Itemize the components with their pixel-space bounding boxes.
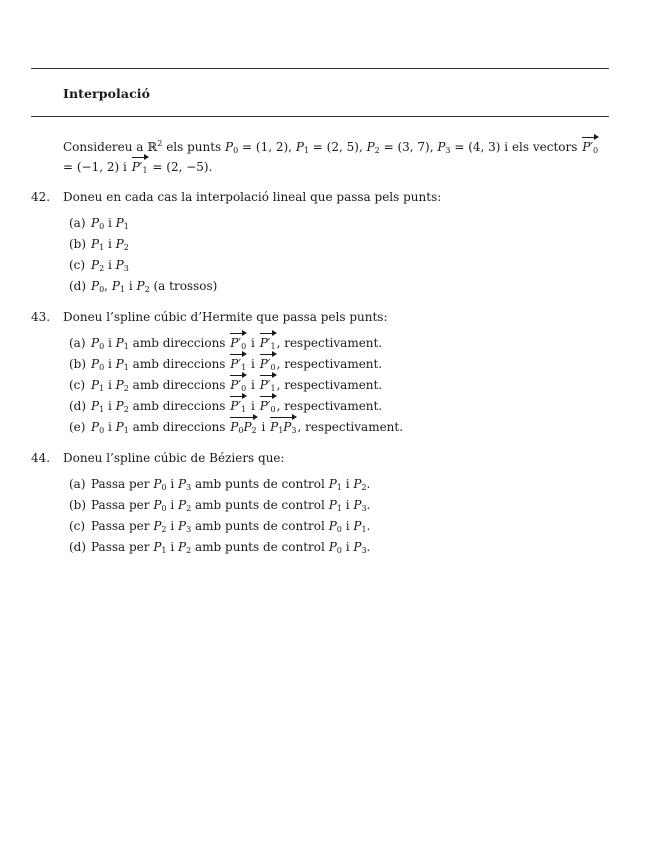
exercise-statement: Doneu l’spline cúbic d’Hermite que passa pels punts: [63, 310, 388, 324]
list-item: (d) Passa per $P_1$ i $P_2$ amb punts de control $P_0$ i $P_3$. [69, 540, 371, 555]
exercise-43 [31, 307, 611, 438]
exercise-statement: Doneu l’spline cúbic de Béziers que: [63, 451, 285, 465]
top-rule [31, 68, 609, 69]
exercise-44 [31, 448, 611, 558]
exercise-statement: Doneu en cada cas la interpolació lineal que passa pels punts: [63, 190, 442, 204]
content [31, 137, 611, 558]
list-item: (d) $P_1$ i $P_2$ amb direccions $P'_1$ i $P'_0$, respectivament. [69, 396, 611, 417]
intro-paragraph: Considereu a ℝ$^2$ els punts $P_0 = (1$, 2), $P_1 = (2$, 5), $P_2 = (3$, 7), $P_3 = (4$, 3) i els vectors $P'_0 = (-1$, 2) i $P'_1 = (2$, −5). [63, 139, 599, 175]
list-item: (b) $P_1$ i $P_2$ [69, 237, 129, 252]
list-item: (c) Passa per $P_2$ i $P_3$ amb punts de control $P_0$ i $P_1$. [69, 519, 371, 534]
list-item: (e) $P_0$ i $P_1$ amb direccions $P_0P_2$ i $P_1P_3$, respectivament. [69, 417, 611, 438]
list-item: (b) Passa per $P_0$ i $P_2$ amb punts de control $P_1$ i $P_3$. [69, 498, 371, 513]
list-item: (b) $P_0$ i $P_1$ amb direccions $P'_1$ i $P'_0$, respectivament. [69, 354, 611, 375]
list-item: (a) Passa per $P_0$ i $P_3$ amb punts de control $P_1$ i $P_2$. [69, 477, 371, 492]
list-item: (c) $P_1$ i $P_2$ amb direccions $P'_0$ i $P'_1$, respectivament. [69, 375, 611, 396]
list-item: (c) $P_2$ i $P_3$ [69, 258, 129, 273]
exercise-number: 42. [31, 190, 51, 204]
list-item: (a) $P_0$ i $P_1$ amb direccions $P'_0$ i $P'_1$, respectivament. [69, 333, 611, 354]
exercise-42 [31, 187, 611, 297]
bottom-rule [31, 116, 609, 117]
list-item: (a) $P_0$ i $P_1$ [69, 216, 129, 231]
section-title: Interpolació [63, 86, 151, 101]
list-item: (d) $P_0$, $P_1$ i $P_2$ (a trossos) [69, 279, 218, 294]
exercise-number: 44. [31, 451, 51, 465]
exercise-number: 43. [31, 310, 51, 324]
